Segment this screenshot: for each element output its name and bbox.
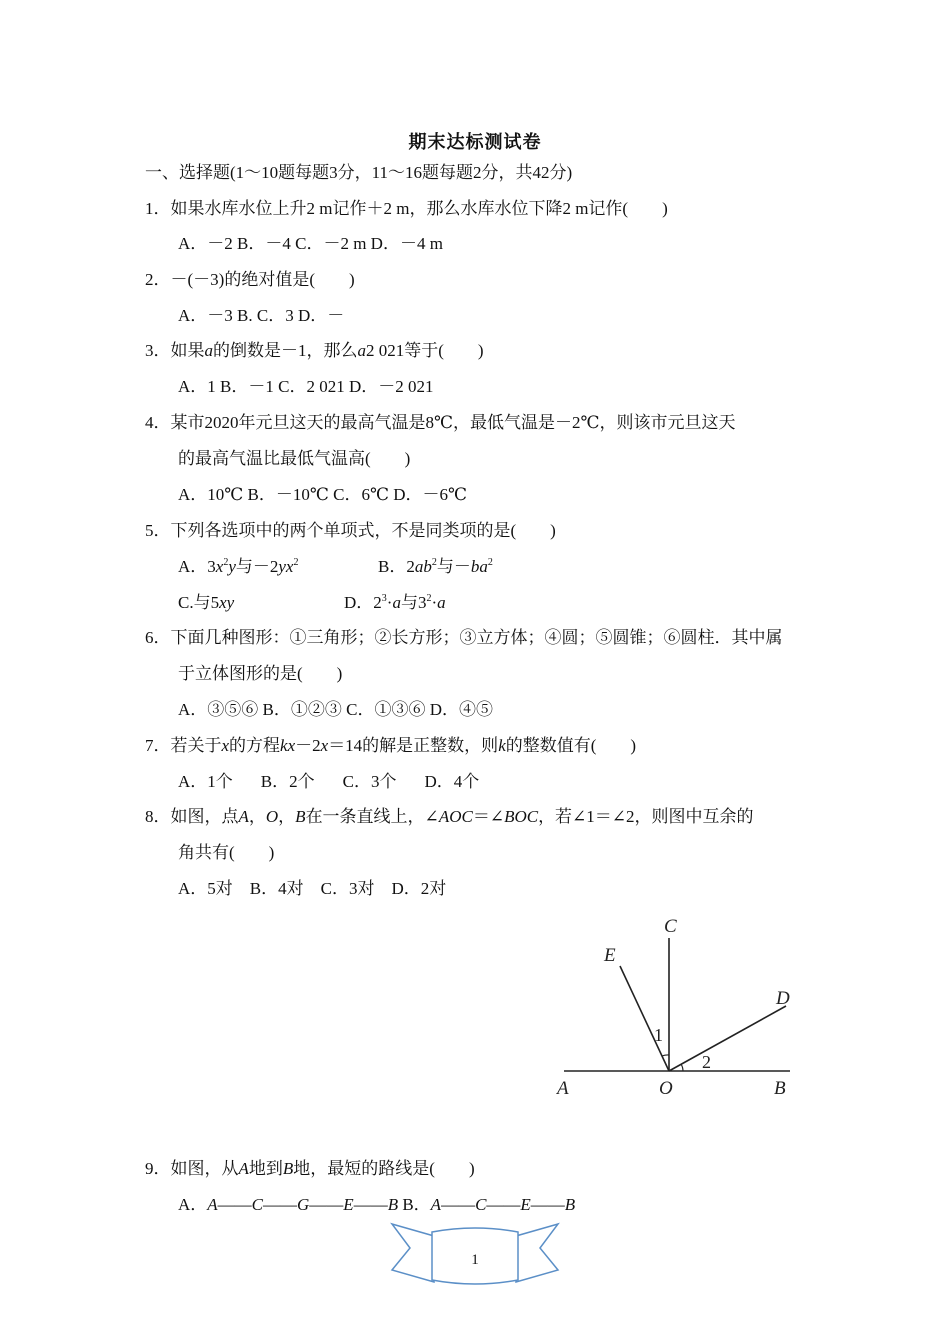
q8-c2: ，	[278, 807, 296, 826]
q8-o: O	[265, 807, 279, 826]
q6-options: A．③⑤⑥ B．①②③ C．①③⑥ D．④⑤	[178, 700, 493, 719]
q3-text-c: 2 021等于( )	[366, 341, 484, 360]
q5-d-dot2: ·	[431, 593, 438, 612]
q7-option-d: D．4个	[424, 772, 480, 791]
q5-b-exp1: 2	[431, 557, 437, 568]
q5-d-a2: a	[437, 593, 446, 612]
q8-a: A	[238, 807, 249, 826]
q3-options: A．1 B．－1 C．2 021 D．－2 021	[178, 377, 434, 396]
q7-x1: x	[221, 736, 230, 755]
q9-a-p2: C	[251, 1195, 264, 1214]
q5-a-exp1: 2	[223, 557, 229, 568]
q9-a-p1: A	[207, 1195, 218, 1214]
angle-2-arc	[681, 1064, 683, 1071]
q9-options	[178, 1193, 575, 1217]
q5-a-prefix: A．3	[178, 557, 216, 576]
q2-stem: 2．－(－3)的绝对值是( )	[145, 270, 355, 289]
q9-a-p5: B	[387, 1195, 399, 1214]
page-title: 期末达标测试卷	[408, 132, 542, 153]
q7-t4: ＝14的解是正整数，则	[328, 736, 499, 755]
q9-t1: 9．如图，从	[145, 1159, 239, 1178]
q8-b: B	[295, 807, 306, 826]
q5-d-prefix: D．2	[344, 593, 382, 612]
q8-t4: ，若∠1＝∠2，则图中互余的	[538, 807, 754, 826]
q7-x2: x	[320, 736, 329, 755]
q5-a-exp2: 2	[293, 557, 299, 568]
q9-b: B	[282, 1159, 294, 1178]
q3-text-b: 的倒数是－1，那么	[213, 341, 358, 360]
label-o: O	[659, 1078, 673, 1099]
q9-b-p1: A	[430, 1195, 442, 1214]
q9-a-pre: A．	[178, 1195, 208, 1214]
label-angle-1: 1	[654, 1025, 663, 1045]
q7-stem	[145, 734, 636, 758]
q7-option-c: C．3个	[342, 772, 397, 791]
q9-b-p4: B	[564, 1195, 576, 1214]
q5-d-exp2: 2	[426, 593, 432, 604]
ray-oe	[620, 966, 669, 1071]
q5-c-prefix: C.与5	[178, 593, 220, 612]
q8-t3: ＝∠	[472, 807, 505, 826]
q3-var-b: a	[357, 341, 366, 360]
q1-options: A．－2 B．－4 C．－2 m D．－4 m	[178, 234, 443, 253]
q8-c1: ，	[248, 807, 266, 826]
q4-stem-line2: 的最高气温比最低气温高( )	[178, 449, 411, 468]
q9-a-d4: ——	[353, 1195, 388, 1214]
label-e: E	[604, 945, 616, 966]
q9-t3: 地，最短的路线是( )	[293, 1159, 475, 1178]
section-heading: 一、选择题(1～10题每题3分，11～16题每题2分，共42分)	[145, 163, 573, 182]
q9-a-p3: G	[297, 1195, 310, 1214]
q5-c-xy: xy	[219, 593, 235, 612]
q9-a-d2: ——	[263, 1195, 298, 1214]
q8-stem-line2: 角共有( )	[178, 843, 275, 862]
q5-d-a1: a	[392, 593, 401, 612]
q5-b-mid: 与－	[436, 557, 471, 576]
q9-a: A	[238, 1159, 249, 1178]
label-b: B	[774, 1078, 786, 1099]
q9-b-pre: B．	[398, 1195, 431, 1214]
q3-var-a: a	[204, 341, 213, 360]
q9-a-d3: ——	[309, 1195, 344, 1214]
q2-options: A．－3 B. C．3 D．－	[178, 306, 345, 325]
q7-t2: 的方程	[229, 736, 281, 755]
q3-stem	[145, 339, 484, 363]
label-c: C	[664, 916, 677, 937]
q5-option-d	[344, 591, 446, 615]
q8-stem-line1	[145, 805, 754, 829]
q9-b-p2: C	[475, 1195, 487, 1214]
label-a: A	[557, 1078, 569, 1099]
q5-a-mid: 与－2	[235, 557, 279, 576]
q9-b-d2: ——	[486, 1195, 521, 1214]
q9-b-d1: ——	[441, 1195, 476, 1214]
q5-b-exp2: 2	[487, 557, 493, 568]
q5-d-exp1: 3	[381, 593, 387, 604]
q4-stem-line1: 4．某市2020年元旦这天的最高气温是8℃，最低气温是－2℃，则该市元旦这天	[145, 413, 736, 432]
q7-option-a: A．1个	[178, 772, 233, 791]
q5-d-dot1: ·	[386, 593, 393, 612]
q9-t2: 地到	[248, 1159, 283, 1178]
q6-stem-line2: 于立体图形的是( )	[178, 664, 343, 683]
q9-a-p4: E	[343, 1195, 354, 1214]
label-d: D	[776, 988, 790, 1009]
q8-options: A．5对 B．4对 C．3对 D．2对	[178, 879, 447, 898]
q5-stem: 5．下列各选项中的两个单项式，不是同类项的是( )	[145, 521, 556, 540]
q5-b-ba: ba	[470, 557, 488, 576]
q1-stem: 1．如果水库水位上升2 m记作＋2 m，那么水库水位下降2 m记作( )	[145, 199, 668, 218]
page-number: 1	[471, 1252, 479, 1268]
q7-k: k	[498, 736, 506, 755]
q5-d-mid: 与3	[400, 593, 427, 612]
label-angle-2: 2	[702, 1052, 711, 1072]
q5-a-x: x	[215, 557, 224, 576]
q8-aoc: AOC	[438, 807, 473, 826]
q7-t3: －2	[295, 736, 321, 755]
q7-t5: 的整数值有( )	[505, 736, 637, 755]
q3-text-a: 3．如果	[145, 341, 205, 360]
q8-t1: 8．如图，点	[145, 807, 239, 826]
q5-a-yx: yx	[278, 557, 294, 576]
q7-t1: 7．若关于	[145, 736, 222, 755]
q7-option-b: B．2个	[260, 772, 315, 791]
q6-stem-line1: 6．下面几种图形：①三角形；②长方形；③立方体；④圆；⑤圆锥；⑥圆柱．其中属	[145, 628, 783, 647]
q9-a-d1: ——	[217, 1195, 252, 1214]
q4-options: A．10℃ B．－10℃ C．6℃ D．－6℃	[178, 485, 468, 504]
q7-kx: kx	[280, 736, 296, 755]
q5-option-b	[378, 555, 493, 579]
q9-stem	[145, 1157, 475, 1181]
q8-t2: 在一条直线上，∠	[305, 807, 439, 826]
ray-od	[669, 1006, 786, 1071]
q5-b-ab: ab	[414, 557, 432, 576]
angle-figure	[548, 908, 808, 1108]
q5-option-c	[178, 591, 234, 615]
angle-1-arc	[662, 1055, 669, 1056]
q9-b-p3: E	[520, 1195, 531, 1214]
q5-a-y: y	[228, 557, 236, 576]
q5-b-prefix: B．2	[378, 557, 415, 576]
q7-options	[178, 770, 479, 794]
q5-option-a	[178, 555, 298, 579]
q9-b-d3: ——	[530, 1195, 565, 1214]
q8-boc: BOC	[504, 807, 539, 826]
